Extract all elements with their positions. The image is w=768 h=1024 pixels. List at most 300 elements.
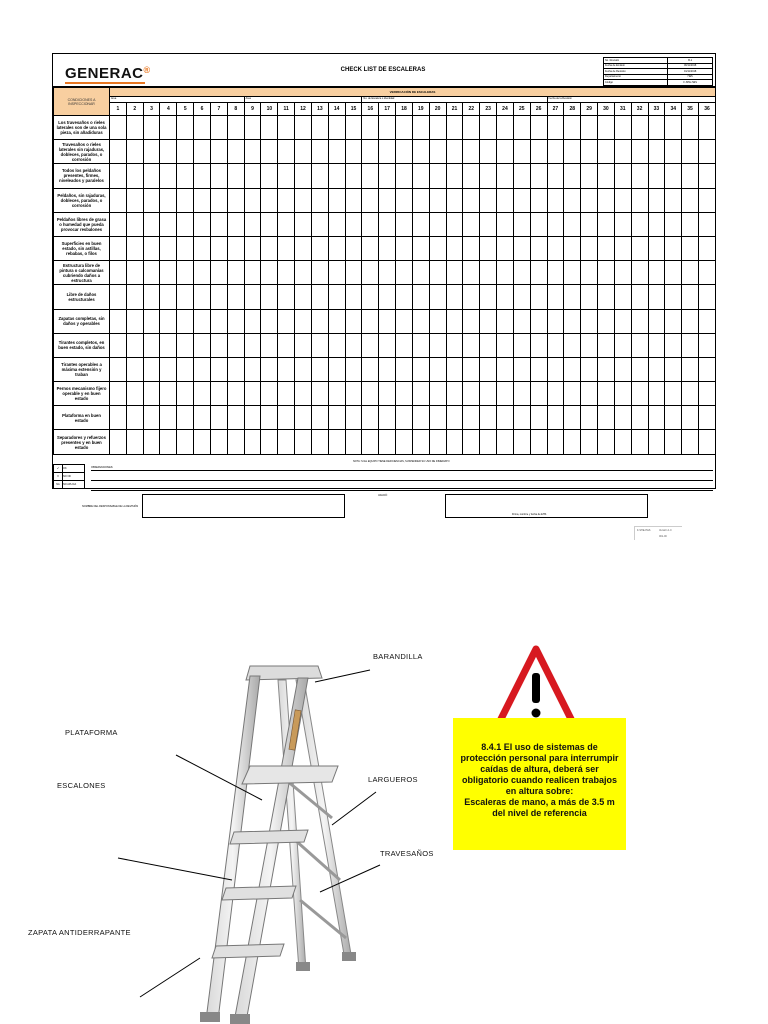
check-cell[interactable] <box>530 164 547 188</box>
check-cell[interactable] <box>345 140 362 164</box>
check-cell[interactable] <box>177 164 194 188</box>
check-cell[interactable] <box>446 261 463 285</box>
check-cell[interactable] <box>530 140 547 164</box>
check-cell[interactable] <box>598 406 615 430</box>
check-cell[interactable] <box>412 406 429 430</box>
check-cell[interactable] <box>362 188 379 212</box>
check-cell[interactable] <box>244 212 261 236</box>
check-cell[interactable] <box>110 430 127 454</box>
check-cell[interactable] <box>497 406 514 430</box>
check-cell[interactable] <box>362 140 379 164</box>
check-cell[interactable] <box>345 309 362 333</box>
check-cell[interactable] <box>160 261 177 285</box>
check-cell[interactable] <box>480 212 497 236</box>
check-cell[interactable] <box>160 116 177 140</box>
check-cell[interactable] <box>547 357 564 381</box>
check-cell[interactable] <box>497 382 514 406</box>
check-cell[interactable] <box>227 406 244 430</box>
check-cell[interactable] <box>160 309 177 333</box>
check-cell[interactable] <box>396 333 413 357</box>
check-cell[interactable] <box>210 406 227 430</box>
check-cell[interactable] <box>547 188 564 212</box>
check-cell[interactable] <box>598 285 615 309</box>
check-cell[interactable] <box>513 212 530 236</box>
check-cell[interactable] <box>244 261 261 285</box>
check-cell[interactable] <box>564 406 581 430</box>
check-cell[interactable] <box>396 188 413 212</box>
check-cell[interactable] <box>530 236 547 260</box>
check-cell[interactable] <box>396 285 413 309</box>
check-cell[interactable] <box>648 309 665 333</box>
check-cell[interactable] <box>210 430 227 454</box>
check-cell[interactable] <box>379 285 396 309</box>
check-cell[interactable] <box>143 236 160 260</box>
check-cell[interactable] <box>311 236 328 260</box>
check-cell[interactable] <box>362 116 379 140</box>
check-cell[interactable] <box>345 236 362 260</box>
check-cell[interactable] <box>412 140 429 164</box>
check-cell[interactable] <box>463 116 480 140</box>
check-cell[interactable] <box>564 382 581 406</box>
check-cell[interactable] <box>278 188 295 212</box>
check-cell[interactable] <box>682 212 699 236</box>
check-cell[interactable] <box>227 236 244 260</box>
check-cell[interactable] <box>379 188 396 212</box>
check-cell[interactable] <box>261 164 278 188</box>
check-cell[interactable] <box>480 430 497 454</box>
check-cell[interactable] <box>244 188 261 212</box>
check-cell[interactable] <box>227 357 244 381</box>
check-cell[interactable] <box>396 406 413 430</box>
check-cell[interactable] <box>614 333 631 357</box>
check-cell[interactable] <box>210 357 227 381</box>
check-cell[interactable] <box>698 140 715 164</box>
check-cell[interactable] <box>614 261 631 285</box>
check-cell[interactable] <box>362 212 379 236</box>
check-cell[interactable] <box>362 357 379 381</box>
check-cell[interactable] <box>143 357 160 381</box>
check-cell[interactable] <box>396 212 413 236</box>
check-cell[interactable] <box>244 236 261 260</box>
check-cell[interactable] <box>110 116 127 140</box>
check-cell[interactable] <box>110 140 127 164</box>
check-cell[interactable] <box>429 285 446 309</box>
check-cell[interactable] <box>698 236 715 260</box>
check-cell[interactable] <box>665 236 682 260</box>
check-cell[interactable] <box>295 212 312 236</box>
check-cell[interactable] <box>698 333 715 357</box>
check-cell[interactable] <box>631 116 648 140</box>
check-cell[interactable] <box>429 188 446 212</box>
check-cell[interactable] <box>328 333 345 357</box>
check-cell[interactable] <box>614 188 631 212</box>
check-cell[interactable] <box>614 140 631 164</box>
check-cell[interactable] <box>396 261 413 285</box>
check-cell[interactable] <box>362 285 379 309</box>
check-cell[interactable] <box>328 309 345 333</box>
check-cell[interactable] <box>463 430 480 454</box>
check-cell[interactable] <box>143 430 160 454</box>
check-cell[interactable] <box>396 236 413 260</box>
check-cell[interactable] <box>581 333 598 357</box>
check-cell[interactable] <box>210 285 227 309</box>
check-cell[interactable] <box>412 261 429 285</box>
check-cell[interactable] <box>379 309 396 333</box>
check-cell[interactable] <box>463 406 480 430</box>
check-cell[interactable] <box>194 116 211 140</box>
check-cell[interactable] <box>194 261 211 285</box>
check-cell[interactable] <box>110 333 127 357</box>
check-cell[interactable] <box>412 236 429 260</box>
check-cell[interactable] <box>177 261 194 285</box>
check-cell[interactable] <box>547 261 564 285</box>
check-cell[interactable] <box>463 261 480 285</box>
check-cell[interactable] <box>261 406 278 430</box>
check-cell[interactable] <box>480 140 497 164</box>
check-cell[interactable] <box>497 261 514 285</box>
check-cell[interactable] <box>160 140 177 164</box>
check-cell[interactable] <box>530 285 547 309</box>
check-cell[interactable] <box>513 406 530 430</box>
check-cell[interactable] <box>278 357 295 381</box>
check-cell[interactable] <box>463 236 480 260</box>
check-cell[interactable] <box>598 236 615 260</box>
check-cell[interactable] <box>379 212 396 236</box>
check-cell[interactable] <box>463 285 480 309</box>
check-cell[interactable] <box>261 357 278 381</box>
check-cell[interactable] <box>328 430 345 454</box>
check-cell[interactable] <box>311 116 328 140</box>
check-cell[interactable] <box>497 430 514 454</box>
check-cell[interactable] <box>547 406 564 430</box>
check-cell[interactable] <box>177 430 194 454</box>
check-cell[interactable] <box>446 164 463 188</box>
check-cell[interactable] <box>497 116 514 140</box>
check-cell[interactable] <box>244 406 261 430</box>
check-cell[interactable] <box>261 116 278 140</box>
check-cell[interactable] <box>648 236 665 260</box>
check-cell[interactable] <box>295 116 312 140</box>
check-cell[interactable] <box>598 140 615 164</box>
check-cell[interactable] <box>631 309 648 333</box>
check-cell[interactable] <box>143 140 160 164</box>
check-cell[interactable] <box>463 309 480 333</box>
check-cell[interactable] <box>648 406 665 430</box>
check-cell[interactable] <box>513 333 530 357</box>
check-cell[interactable] <box>328 188 345 212</box>
check-cell[interactable] <box>698 285 715 309</box>
check-cell[interactable] <box>631 406 648 430</box>
check-cell[interactable] <box>177 236 194 260</box>
check-cell[interactable] <box>194 357 211 381</box>
check-cell[interactable] <box>581 406 598 430</box>
check-cell[interactable] <box>311 164 328 188</box>
check-cell[interactable] <box>480 309 497 333</box>
check-cell[interactable] <box>513 188 530 212</box>
check-cell[interactable] <box>564 116 581 140</box>
check-cell[interactable] <box>328 116 345 140</box>
check-cell[interactable] <box>513 285 530 309</box>
check-cell[interactable] <box>429 333 446 357</box>
check-cell[interactable] <box>227 285 244 309</box>
check-cell[interactable] <box>480 285 497 309</box>
check-cell[interactable] <box>278 285 295 309</box>
check-cell[interactable] <box>110 357 127 381</box>
check-cell[interactable] <box>446 285 463 309</box>
check-cell[interactable] <box>143 164 160 188</box>
check-cell[interactable] <box>614 285 631 309</box>
check-cell[interactable] <box>581 212 598 236</box>
check-cell[interactable] <box>665 406 682 430</box>
check-cell[interactable] <box>665 285 682 309</box>
check-cell[interactable] <box>513 357 530 381</box>
check-cell[interactable] <box>126 406 143 430</box>
check-cell[interactable] <box>412 357 429 381</box>
check-cell[interactable] <box>379 116 396 140</box>
check-cell[interactable] <box>227 309 244 333</box>
check-cell[interactable] <box>564 430 581 454</box>
check-cell[interactable] <box>328 140 345 164</box>
check-cell[interactable] <box>446 188 463 212</box>
check-cell[interactable] <box>278 236 295 260</box>
check-cell[interactable] <box>429 309 446 333</box>
check-cell[interactable] <box>194 236 211 260</box>
check-cell[interactable] <box>227 261 244 285</box>
check-cell[interactable] <box>210 212 227 236</box>
check-cell[interactable] <box>194 382 211 406</box>
check-cell[interactable] <box>412 188 429 212</box>
check-cell[interactable] <box>614 406 631 430</box>
check-cell[interactable] <box>244 285 261 309</box>
check-cell[interactable] <box>665 188 682 212</box>
check-cell[interactable] <box>513 382 530 406</box>
check-cell[interactable] <box>210 236 227 260</box>
check-cell[interactable] <box>295 285 312 309</box>
check-cell[interactable] <box>379 382 396 406</box>
check-cell[interactable] <box>345 188 362 212</box>
check-cell[interactable] <box>261 236 278 260</box>
check-cell[interactable] <box>698 406 715 430</box>
check-cell[interactable] <box>631 333 648 357</box>
observations-line[interactable] <box>91 480 713 481</box>
check-cell[interactable] <box>513 140 530 164</box>
check-cell[interactable] <box>682 285 699 309</box>
check-cell[interactable] <box>396 382 413 406</box>
check-cell[interactable] <box>295 382 312 406</box>
check-cell[interactable] <box>530 212 547 236</box>
check-cell[interactable] <box>295 357 312 381</box>
check-cell[interactable] <box>429 164 446 188</box>
check-cell[interactable] <box>345 116 362 140</box>
check-cell[interactable] <box>631 236 648 260</box>
check-cell[interactable] <box>328 236 345 260</box>
check-cell[interactable] <box>295 140 312 164</box>
check-cell[interactable] <box>278 116 295 140</box>
check-cell[interactable] <box>581 357 598 381</box>
check-cell[interactable] <box>530 188 547 212</box>
check-cell[interactable] <box>126 333 143 357</box>
check-cell[interactable] <box>143 333 160 357</box>
check-cell[interactable] <box>227 333 244 357</box>
check-cell[interactable] <box>110 406 127 430</box>
check-cell[interactable] <box>160 333 177 357</box>
check-cell[interactable] <box>244 430 261 454</box>
check-cell[interactable] <box>698 116 715 140</box>
check-cell[interactable] <box>564 285 581 309</box>
check-cell[interactable] <box>581 382 598 406</box>
check-cell[interactable] <box>261 212 278 236</box>
check-cell[interactable] <box>547 430 564 454</box>
check-cell[interactable] <box>412 430 429 454</box>
check-cell[interactable] <box>177 212 194 236</box>
check-cell[interactable] <box>126 140 143 164</box>
check-cell[interactable] <box>412 164 429 188</box>
check-cell[interactable] <box>244 116 261 140</box>
check-cell[interactable] <box>581 309 598 333</box>
check-cell[interactable] <box>278 406 295 430</box>
check-cell[interactable] <box>328 285 345 309</box>
check-cell[interactable] <box>177 382 194 406</box>
check-cell[interactable] <box>143 261 160 285</box>
check-cell[interactable] <box>278 309 295 333</box>
check-cell[interactable] <box>665 261 682 285</box>
check-cell[interactable] <box>547 164 564 188</box>
check-cell[interactable] <box>429 261 446 285</box>
check-cell[interactable] <box>210 140 227 164</box>
check-cell[interactable] <box>110 164 127 188</box>
check-cell[interactable] <box>497 236 514 260</box>
check-cell[interactable] <box>194 285 211 309</box>
check-cell[interactable] <box>328 212 345 236</box>
check-cell[interactable] <box>564 261 581 285</box>
check-cell[interactable] <box>530 116 547 140</box>
check-cell[interactable] <box>446 140 463 164</box>
check-cell[interactable] <box>345 333 362 357</box>
check-cell[interactable] <box>143 188 160 212</box>
check-cell[interactable] <box>698 212 715 236</box>
check-cell[interactable] <box>698 382 715 406</box>
check-cell[interactable] <box>160 285 177 309</box>
check-cell[interactable] <box>631 164 648 188</box>
check-cell[interactable] <box>177 333 194 357</box>
check-cell[interactable] <box>126 164 143 188</box>
check-cell[interactable] <box>177 116 194 140</box>
check-cell[interactable] <box>648 140 665 164</box>
check-cell[interactable] <box>547 212 564 236</box>
check-cell[interactable] <box>295 333 312 357</box>
check-cell[interactable] <box>446 357 463 381</box>
check-cell[interactable] <box>698 164 715 188</box>
check-cell[interactable] <box>698 261 715 285</box>
check-cell[interactable] <box>429 430 446 454</box>
check-cell[interactable] <box>194 309 211 333</box>
check-cell[interactable] <box>160 430 177 454</box>
check-cell[interactable] <box>194 140 211 164</box>
check-cell[interactable] <box>126 309 143 333</box>
check-cell[interactable] <box>311 140 328 164</box>
check-cell[interactable] <box>480 406 497 430</box>
check-cell[interactable] <box>480 164 497 188</box>
check-cell[interactable] <box>311 357 328 381</box>
check-cell[interactable] <box>160 406 177 430</box>
check-cell[interactable] <box>110 212 127 236</box>
check-cell[interactable] <box>345 357 362 381</box>
check-cell[interactable] <box>648 212 665 236</box>
check-cell[interactable] <box>244 140 261 164</box>
check-cell[interactable] <box>480 333 497 357</box>
check-cell[interactable] <box>463 382 480 406</box>
check-cell[interactable] <box>665 309 682 333</box>
check-cell[interactable] <box>412 382 429 406</box>
check-cell[interactable] <box>110 261 127 285</box>
check-cell[interactable] <box>682 236 699 260</box>
check-cell[interactable] <box>648 333 665 357</box>
check-cell[interactable] <box>110 382 127 406</box>
check-cell[interactable] <box>631 430 648 454</box>
check-cell[interactable] <box>598 164 615 188</box>
check-cell[interactable] <box>564 164 581 188</box>
check-cell[interactable] <box>177 140 194 164</box>
check-cell[interactable] <box>682 406 699 430</box>
check-cell[interactable] <box>698 309 715 333</box>
check-cell[interactable] <box>244 164 261 188</box>
check-cell[interactable] <box>581 140 598 164</box>
check-cell[interactable] <box>648 285 665 309</box>
check-cell[interactable] <box>311 309 328 333</box>
check-cell[interactable] <box>648 430 665 454</box>
check-cell[interactable] <box>210 333 227 357</box>
check-cell[interactable] <box>564 357 581 381</box>
check-cell[interactable] <box>497 212 514 236</box>
check-cell[interactable] <box>126 285 143 309</box>
check-cell[interactable] <box>126 357 143 381</box>
check-cell[interactable] <box>295 261 312 285</box>
check-cell[interactable] <box>126 382 143 406</box>
check-cell[interactable] <box>345 382 362 406</box>
check-cell[interactable] <box>311 285 328 309</box>
check-cell[interactable] <box>396 164 413 188</box>
check-cell[interactable] <box>446 212 463 236</box>
check-cell[interactable] <box>194 188 211 212</box>
check-cell[interactable] <box>194 333 211 357</box>
check-cell[interactable] <box>665 116 682 140</box>
check-cell[interactable] <box>513 309 530 333</box>
check-cell[interactable] <box>446 116 463 140</box>
check-cell[interactable] <box>513 236 530 260</box>
check-cell[interactable] <box>345 430 362 454</box>
check-cell[interactable] <box>530 309 547 333</box>
check-cell[interactable] <box>396 309 413 333</box>
check-cell[interactable] <box>480 116 497 140</box>
check-cell[interactable] <box>480 382 497 406</box>
check-cell[interactable] <box>631 285 648 309</box>
check-cell[interactable] <box>412 309 429 333</box>
check-cell[interactable] <box>665 430 682 454</box>
check-cell[interactable] <box>598 333 615 357</box>
check-cell[interactable] <box>530 382 547 406</box>
check-cell[interactable] <box>682 164 699 188</box>
check-cell[interactable] <box>194 430 211 454</box>
check-cell[interactable] <box>631 140 648 164</box>
check-cell[interactable] <box>110 285 127 309</box>
check-cell[interactable] <box>581 430 598 454</box>
check-cell[interactable] <box>564 309 581 333</box>
check-cell[interactable] <box>682 430 699 454</box>
check-cell[interactable] <box>345 164 362 188</box>
check-cell[interactable] <box>362 430 379 454</box>
check-cell[interactable] <box>614 212 631 236</box>
check-cell[interactable] <box>278 164 295 188</box>
